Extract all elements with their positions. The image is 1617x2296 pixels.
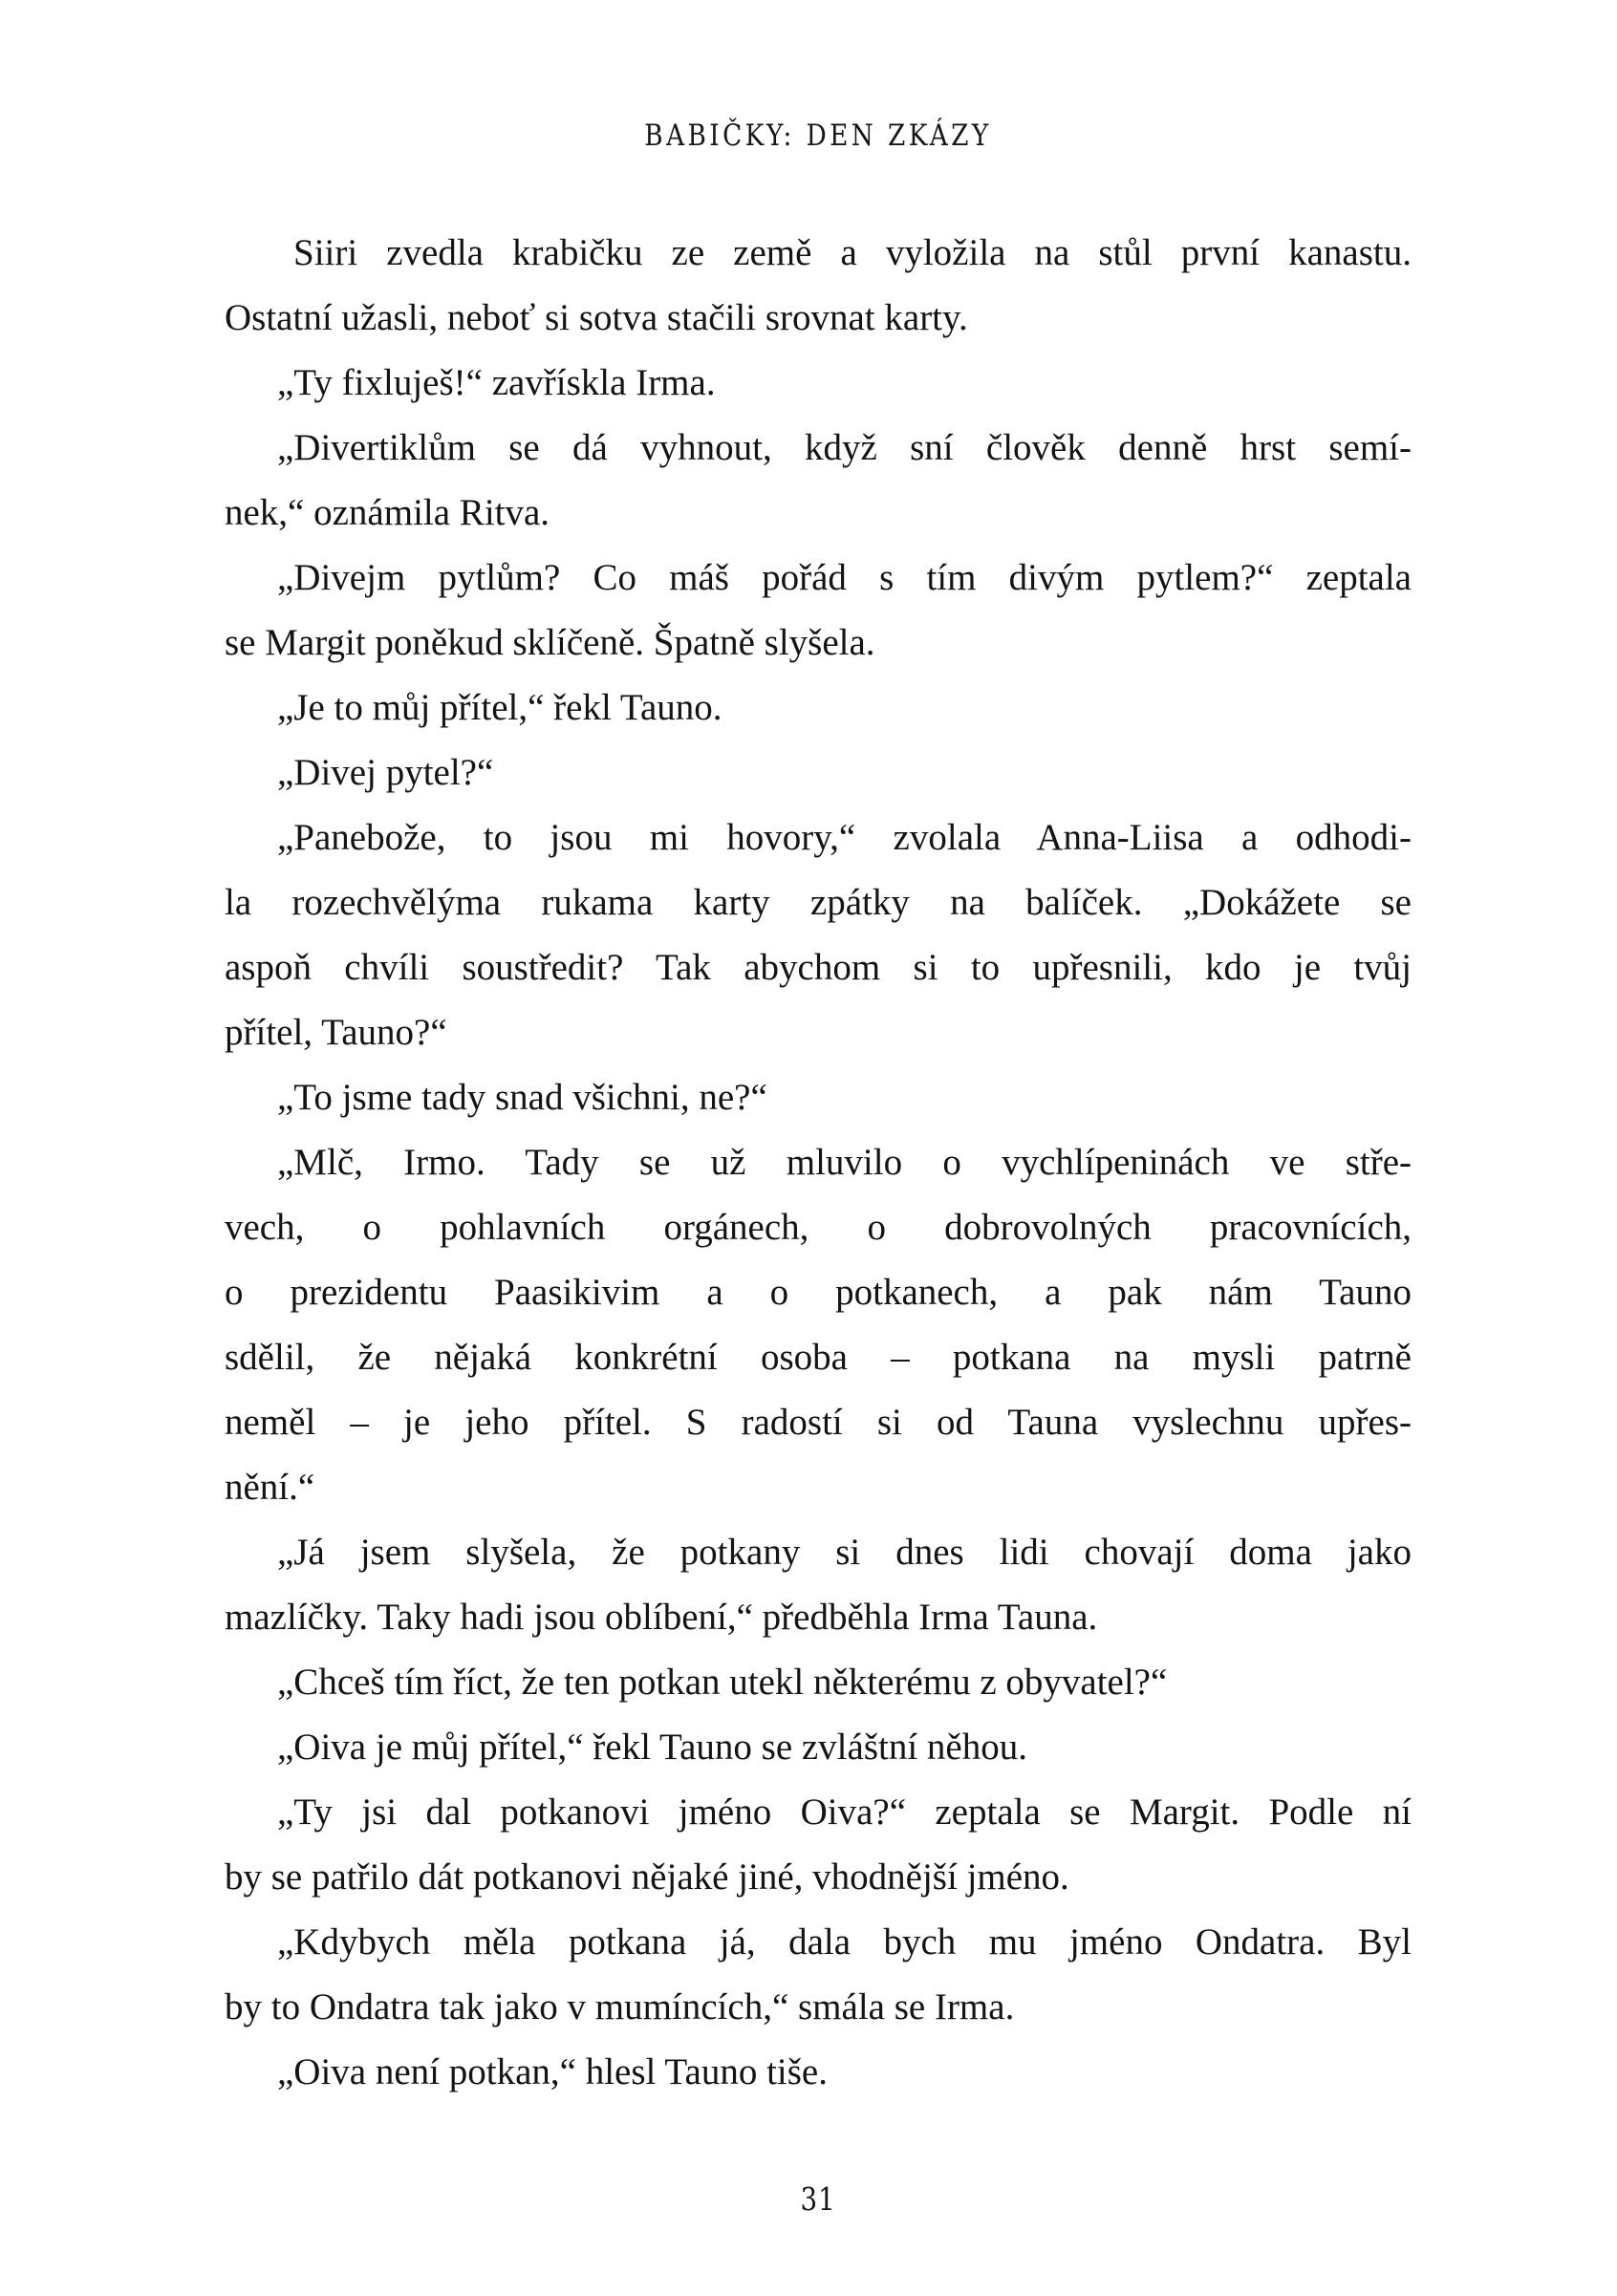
text-line: „Mlč, Irmo. Tady se už mluvilo o vychlípeninách ve stře- — [277, 1142, 1412, 1183]
text-line: nek,“ oznámila Ritva. — [225, 492, 550, 533]
text-line: „Já jsem slyšela, že potkany si dnes lidi chovají doma jako — [277, 1532, 1412, 1573]
text-line: la rozechvělýma rukama karty zpátky na balíček. „Dokážete se — [225, 882, 1412, 923]
page-number: 31 — [800, 2180, 836, 2218]
text-line: „Oiva není potkan,“ hlesl Tauno tiše. — [277, 2051, 828, 2092]
text-line: „Oiva je můj přítel,“ řekl Tauno se zvláštní něhou. — [277, 1727, 1027, 1768]
text-line: „To jsme tady snad všichni, ne?“ — [277, 1077, 767, 1118]
text-line: by se patřilo dát potkanovi nějaké jiné, vhodnější jméno. — [225, 1856, 1069, 1898]
text-line: Siiri zvedla krabičku ze země a vyložila na stůl první kanastu. — [293, 232, 1412, 273]
text-line: neměl – je jeho přítel. S radostí si od Tauna vyslechnu upřes- — [225, 1402, 1412, 1443]
text-line: „Je to můj přítel,“ řekl Tauno. — [277, 687, 722, 728]
text-line: mazlíčky. Taky hadi jsou oblíbení,“ předběhla Irma Tauna. — [225, 1597, 1098, 1638]
text-line: „Kdybych měla potkana já, dala bych mu jméno Ondatra. Byl — [277, 1921, 1412, 1963]
text-line: se Margit poněkud sklíčeně. Špatně slyšela. — [225, 622, 875, 663]
text-line: Ostatní užasli, neboť si sotva stačili srovnat karty. — [225, 297, 968, 338]
text-line: „Chceš tím říct, že ten potkan utekl některému z obyvatel?“ — [277, 1662, 1168, 1703]
text-line: „Ty jsi dal potkanovi jméno Oiva?“ zeptala se Margit. Podle ní — [277, 1792, 1412, 1833]
text-line: sdělil, že nějaká konkrétní osoba – potkana na mysli patrně — [225, 1337, 1412, 1378]
text-line: „Panebože, to jsou mi hovory,“ zvolala Anna-Liisa a odhodi- — [277, 817, 1412, 858]
text-line: by to Ondatra tak jako v mumíncích,“ smála se Irma. — [225, 1986, 1015, 2028]
text-line: „Divejm pytlům? Co máš pořád s tím divým pytlem?“ zeptala — [277, 557, 1412, 598]
text-line: nění.“ — [225, 1467, 315, 1508]
text-line: „Ty fixluješ!“ zavřískla Irma. — [277, 362, 716, 403]
body-text — [225, 221, 1412, 2105]
text-line: aspoň chvíli soustředit? Tak abychom si to upřesnili, kdo je tvůj — [225, 947, 1412, 988]
text-line: „Divej pytel?“ — [277, 752, 494, 793]
text-line: přítel, Tauno?“ — [225, 1012, 447, 1053]
text-line: vech, o pohlavních orgánech, o dobrovolných pracovnících, — [225, 1207, 1412, 1248]
text-line: o prezidentu Paasikivim a o potkanech, a pak nám Tauno — [225, 1272, 1412, 1313]
text-line: „Divertiklům se dá vyhnout, když sní člověk denně hrst semí- — [277, 427, 1412, 468]
running-header: BABIČKY: DEN ZKÁZY — [644, 118, 992, 153]
